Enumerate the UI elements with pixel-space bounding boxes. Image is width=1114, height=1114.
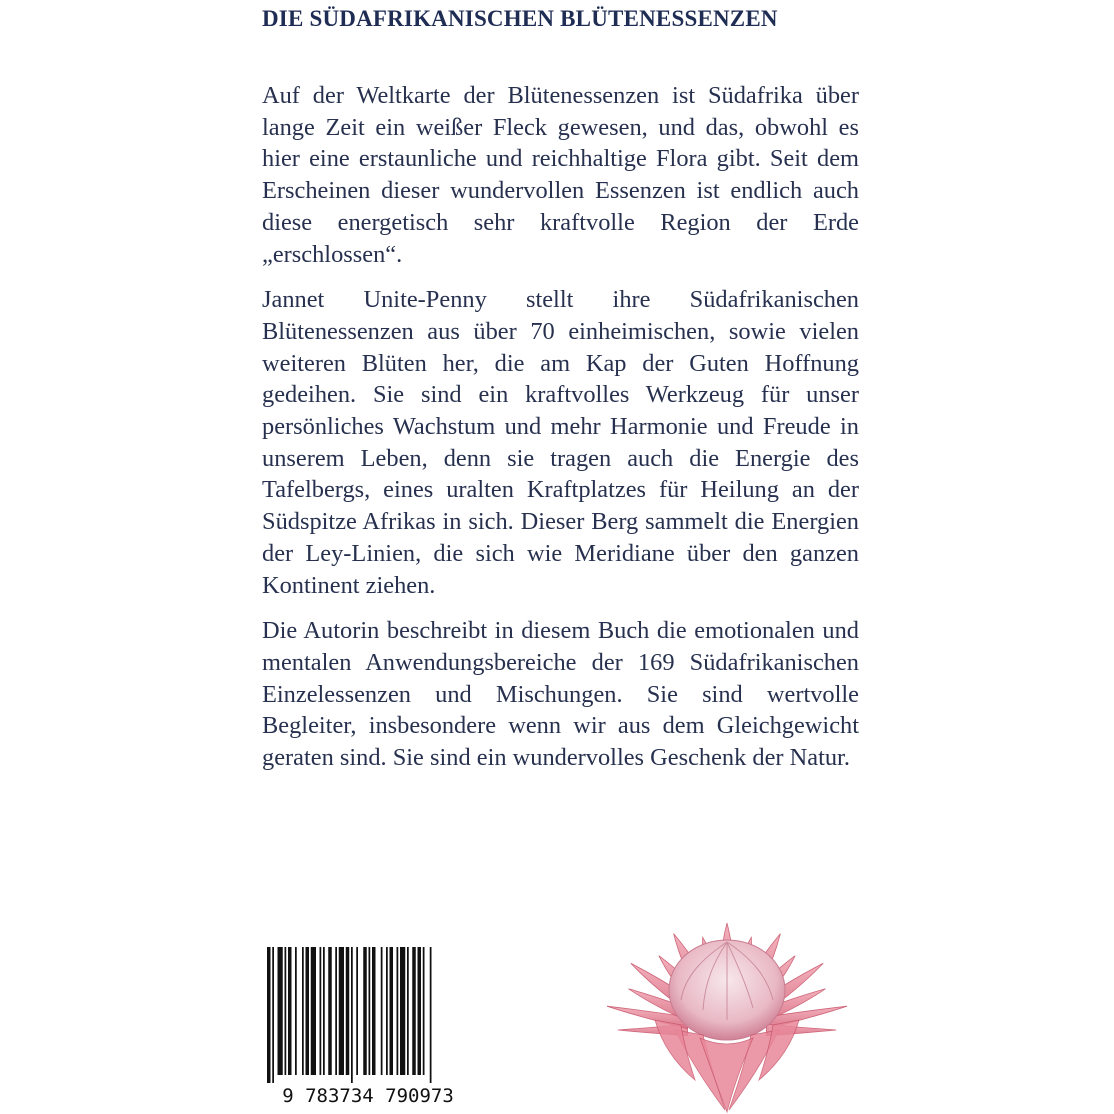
barcode-bar xyxy=(418,947,422,1075)
barcode-bar xyxy=(369,947,371,1075)
barcode-bar xyxy=(386,947,388,1075)
paragraph-1: Auf der Weltkarte der Blütenessenzen ist Südafrika über lange Zeit ein weißer Fleck gewesen, und das, obwohl es hier eine erstaunliche und reichhaltige Flora gibt. Seit dem Erscheinen dieser wundervollen Essenzen ist endlich auch diese energetisch sehr kraftvolle Region der Erde „erschlossen“. xyxy=(262,82,859,268)
barcode-bar xyxy=(430,947,432,1083)
barcode-bar xyxy=(351,947,353,1083)
barcode-bar xyxy=(412,947,416,1075)
page-title: DIE SÜDAFRIKANISCHEN BLÜTENESSENZEN xyxy=(262,6,778,31)
protea-flower-illustration xyxy=(585,880,865,1114)
barcode-bar xyxy=(346,947,350,1075)
barcode-bar xyxy=(285,947,287,1075)
body-text xyxy=(262,80,859,788)
barcode-bar xyxy=(278,947,283,1075)
barcode-bar xyxy=(328,947,332,1075)
barcode-bar xyxy=(295,947,297,1075)
barcode-bar xyxy=(372,947,376,1075)
paragraph-2: Jannet Unite-Penny stellt ihre Südafrikanischen Blütenessenzen aus über 70 einheimischen, sowie vielen weiteren Blüten her, die am Kap der Guten Hoffnung gedeihen. Sie sind ein kraftvolles Werkzeug für unser persönliches Wachstum und mehr Harmonie und Freude in unserem Leben, denn sie tragen auch die Energie des Tafelbergs, eines uralten Kraftplatzes für Heilung an der Südspitze Afrikas in sich. Dieser Berg sammelt die Energien der Ley-Linien, die sich wie Meridiane über den ganzen Kontinent ziehen. xyxy=(262,286,859,599)
isbn-number: 9 783734 790973 xyxy=(282,1085,454,1107)
paragraph-3: Die Autorin beschreibt in diesem Buch die emotionalen und mentalen Anwendungsbereiche der 169 Südafrikanischen Einzelessenzen und Mischungen. Sie sind wertvolle Begleiter, insbesondere wenn wir aus dem Gleichgewicht geraten sind. Sie sind ein wundervolles Geschenk der Natur. xyxy=(262,617,859,772)
barcode-bar xyxy=(320,947,322,1075)
barcode-bar xyxy=(267,947,271,1083)
barcode-bar xyxy=(423,947,425,1075)
barcode-bar xyxy=(407,947,409,1075)
barcode-icon xyxy=(263,945,473,1107)
barcode-bar xyxy=(381,947,383,1075)
barcode-bar xyxy=(302,947,304,1075)
barcode-bar xyxy=(272,947,274,1083)
barcode-bar xyxy=(288,947,292,1075)
barcode-bar xyxy=(311,947,316,1075)
barcode-bar xyxy=(400,947,405,1075)
barcode-bar xyxy=(306,947,310,1075)
barcode-bar xyxy=(390,947,394,1075)
barcode-bar xyxy=(356,947,358,1075)
barcode-bar xyxy=(323,947,325,1075)
barcode-bar xyxy=(339,947,344,1075)
barcode-bar xyxy=(335,947,337,1075)
barcode-bar xyxy=(397,947,399,1075)
barcode-bar xyxy=(363,947,367,1075)
